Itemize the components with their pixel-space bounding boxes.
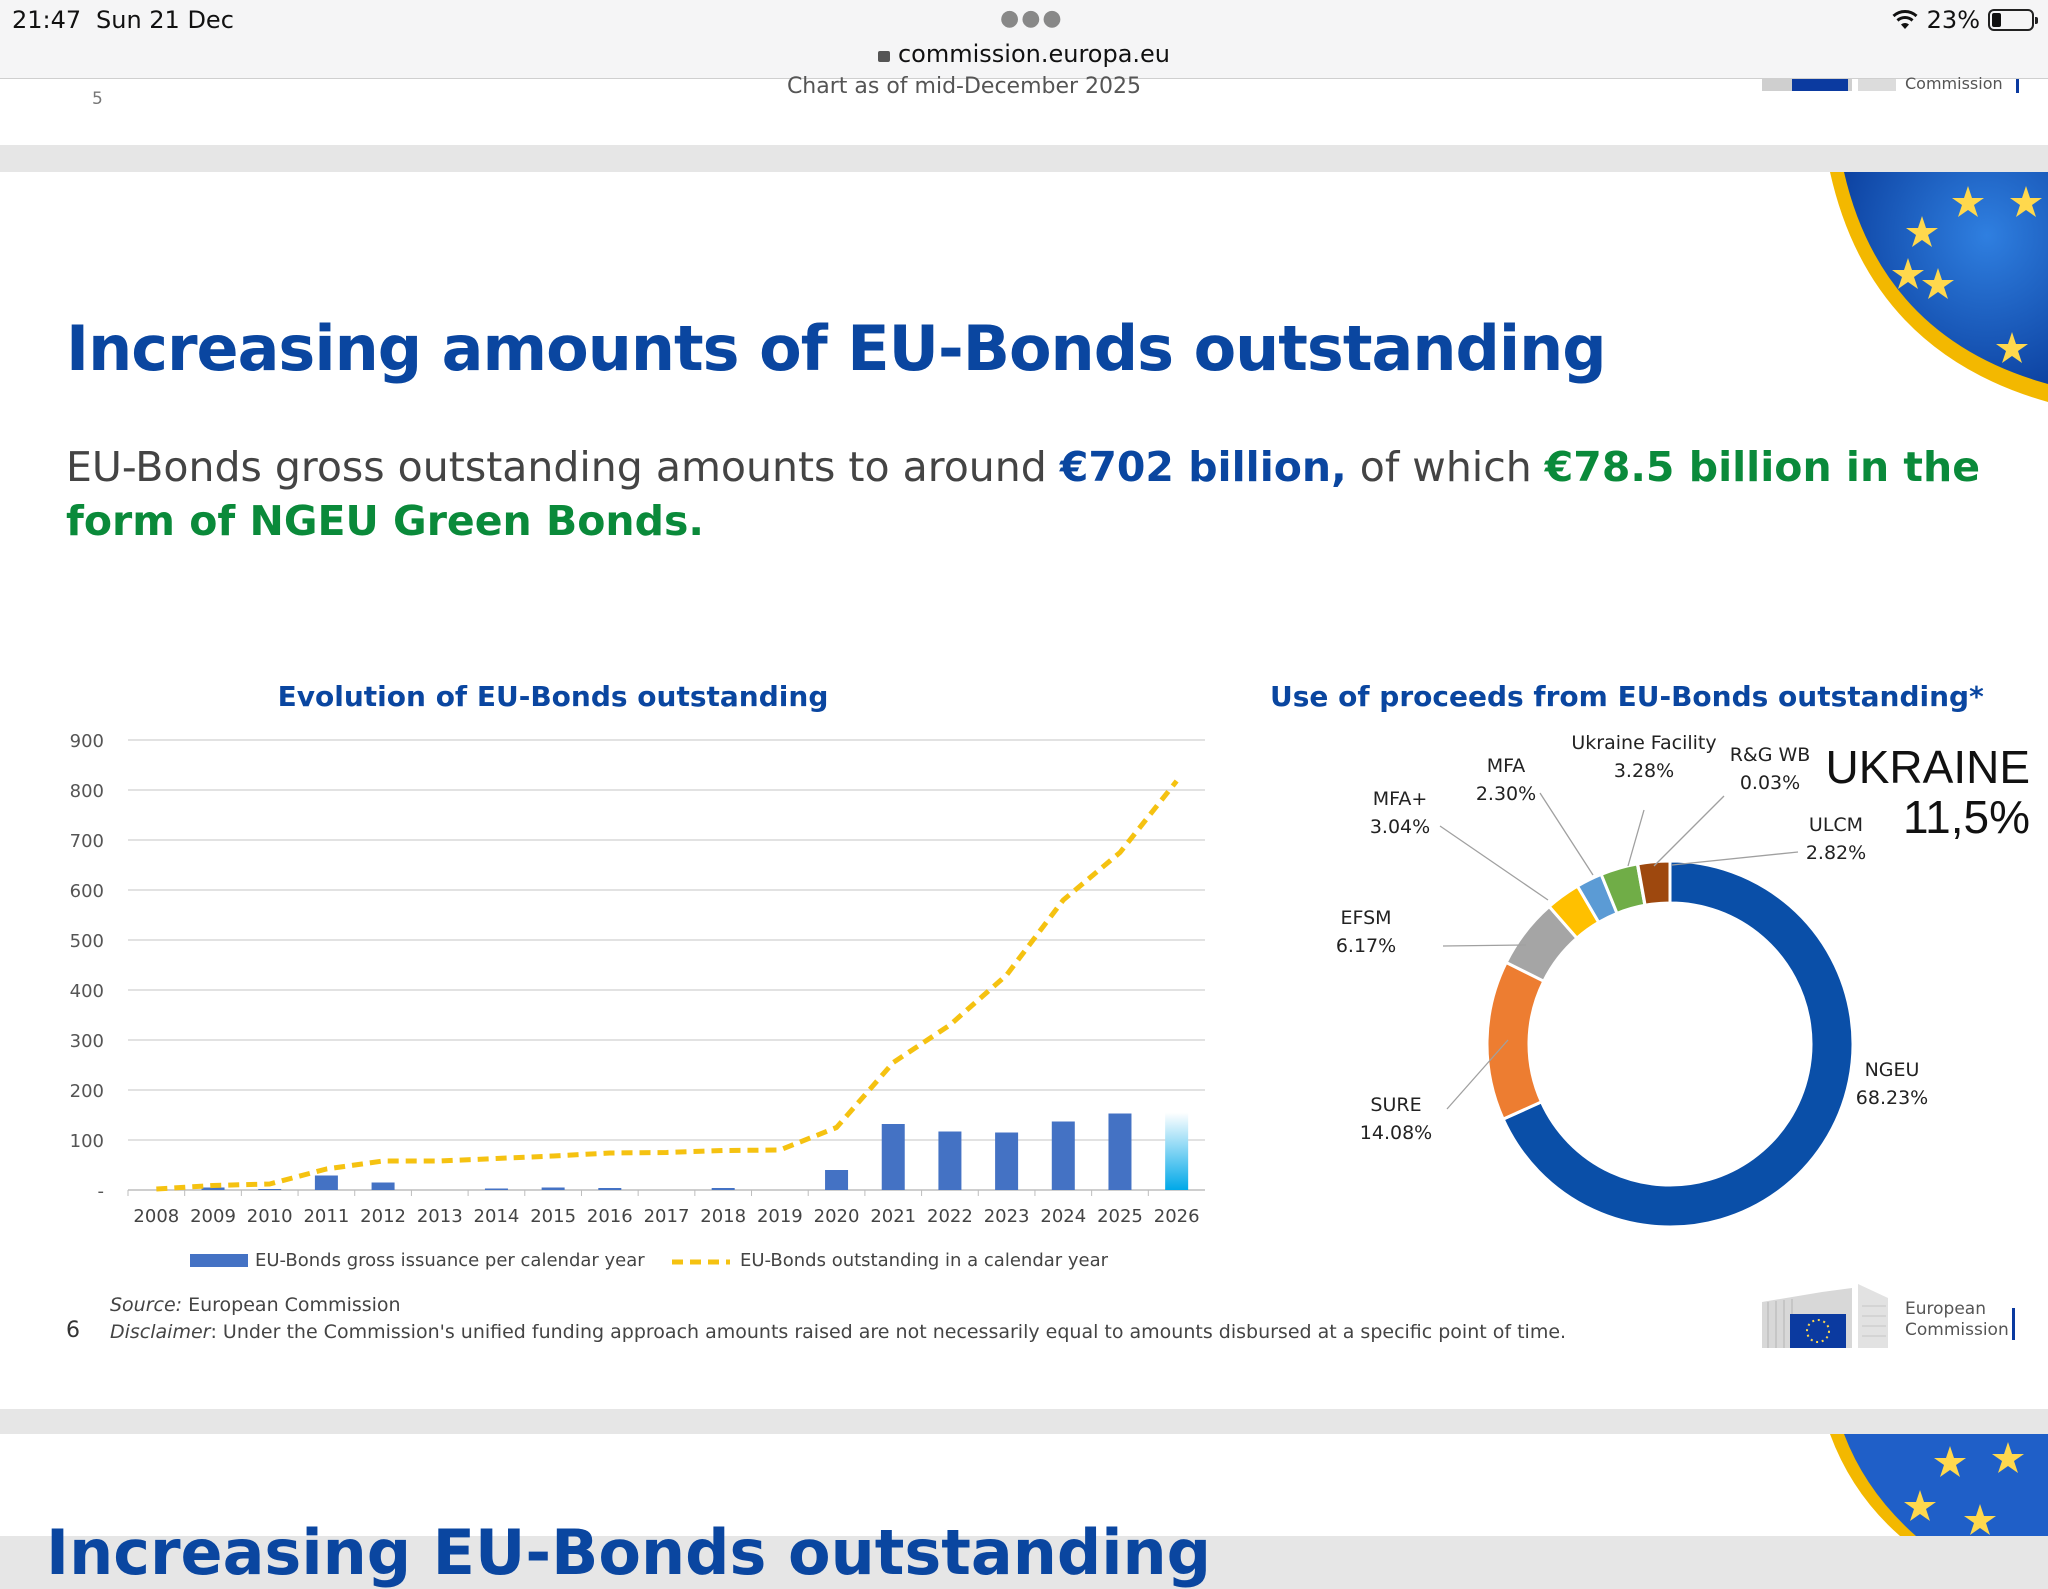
logo-line-2: Commission <box>1905 1320 2009 1340</box>
x-tick-label: 2017 <box>643 1206 690 1227</box>
x-tick-label: 2023 <box>983 1206 1030 1227</box>
y-tick-label: 700 <box>69 831 104 852</box>
battery-icon <box>1988 9 2034 31</box>
x-tick-label: 2012 <box>360 1206 406 1227</box>
wifi-icon <box>1891 9 1919 31</box>
leader-line <box>1440 826 1548 900</box>
slide-6 <box>0 172 2048 1409</box>
donut-chart-title: Use of proceeds from EU-Bonds outstanding* <box>1270 680 1984 713</box>
bar-2023 <box>995 1133 1018 1191</box>
eu-flag-decoration <box>1830 172 2048 412</box>
bar-2012 <box>372 1183 395 1191</box>
legend-bar-label: EU-Bonds gross issuance per calendar year <box>255 1250 645 1271</box>
battery-level <box>1992 13 2001 27</box>
x-tick-label: 2010 <box>246 1206 293 1227</box>
status-icons <box>1891 6 2034 34</box>
ec-logo-partial <box>1762 74 2022 93</box>
slice-label: NGEU <box>1864 1059 1920 1081</box>
outstanding-line <box>156 781 1176 1189</box>
bar-2022 <box>938 1132 961 1191</box>
slice-ulcm <box>1638 861 1670 905</box>
leader-line <box>1443 945 1526 946</box>
lock-icon <box>878 51 890 62</box>
y-tick-label: 500 <box>69 931 104 952</box>
logo-text: Commission <box>1905 74 2003 93</box>
slice-label: Ukraine Facility <box>1571 732 1717 754</box>
subtitle-text-2: of which <box>1346 443 1545 491</box>
page-number: 6 <box>66 1318 80 1343</box>
x-tick-label: 2013 <box>416 1206 463 1227</box>
bar-line-chart <box>0 712 1230 1271</box>
bar-2016 <box>598 1188 621 1190</box>
y-tick-label: 400 <box>69 981 104 1002</box>
y-tick-label: 300 <box>69 1031 104 1052</box>
address-bar[interactable] <box>0 40 2048 68</box>
annotation-line-1: UKRAINE <box>1825 741 2030 793</box>
logo-line-1: European <box>1905 1299 1986 1319</box>
battery-percent: 23% <box>1926 6 1980 34</box>
source-disclaimer <box>110 1292 1566 1346</box>
browser-status-bar <box>0 0 2048 79</box>
x-tick-label: 2018 <box>700 1206 747 1227</box>
disclaimer-label: Disclaimer <box>110 1321 211 1343</box>
bar-2015 <box>542 1188 565 1191</box>
european-commission-logo[interactable] <box>1762 1284 2022 1350</box>
bar-2011 <box>315 1176 338 1191</box>
more-dots-icon[interactable]: ●●● <box>1000 6 1064 31</box>
bar-2021 <box>882 1124 905 1190</box>
previous-slide-caption: Chart as of mid-December 2025 <box>786 74 1142 99</box>
subtitle-text-1: EU-Bonds gross outstanding amounts to around <box>66 443 1060 491</box>
x-tick-label: 2026 <box>1153 1206 1200 1227</box>
source-text: European Commission <box>182 1294 401 1316</box>
leader-line <box>1672 852 1798 865</box>
x-tick-label: 2014 <box>473 1206 520 1227</box>
bar-2024 <box>1052 1122 1075 1191</box>
bar-2018 <box>712 1188 735 1190</box>
y-tick-label: 200 <box>69 1081 104 1102</box>
slide-subtitle <box>66 440 2026 548</box>
clock: 21:47 <box>12 6 82 34</box>
legend-line-label: EU-Bonds outstanding in a calendar year <box>740 1250 1109 1271</box>
x-tick-label: 2011 <box>303 1206 350 1227</box>
logo-building-icon <box>1762 1284 1888 1348</box>
x-tick-label: 2022 <box>927 1206 973 1227</box>
y-tick-label: - <box>97 1181 104 1202</box>
x-tick-label: 2020 <box>813 1206 860 1227</box>
x-tick-label: 2021 <box>870 1206 917 1227</box>
leader-line <box>1654 796 1724 866</box>
date: Sun 21 Dec <box>96 6 234 34</box>
x-tick-label: 2015 <box>530 1206 577 1227</box>
y-tick-label: 100 <box>69 1131 104 1152</box>
slice-label: ULCM <box>1808 814 1864 836</box>
slice-percent: 3.28% <box>1613 760 1675 782</box>
slice-sure <box>1487 962 1544 1119</box>
x-tick-label: 2019 <box>756 1206 803 1227</box>
slice-percent: 2.82% <box>1805 842 1867 864</box>
bar-2020 <box>825 1170 848 1190</box>
url-text: commission.europa.eu <box>897 40 1171 68</box>
legend-bar-swatch <box>190 1254 248 1267</box>
slice-label: EFSM <box>1340 907 1392 929</box>
leader-line <box>1540 793 1593 875</box>
slice-label: R&G WB <box>1729 744 1811 766</box>
next-slide-title: Increasing EU-Bonds outstanding <box>46 1516 1212 1589</box>
x-tick-label: 2024 <box>1040 1206 1087 1227</box>
bar-2025 <box>1108 1114 1131 1191</box>
x-tick-label: 2008 <box>133 1206 180 1227</box>
slice-percent: 68.23% <box>1855 1087 1929 1109</box>
bar-chart-title: Evolution of EU-Bonds outstanding <box>277 680 829 713</box>
eu-flag-decoration-next <box>1830 1434 2048 1536</box>
slice-label: SURE <box>1370 1094 1422 1116</box>
bar-2014 <box>485 1189 508 1191</box>
subtitle-total-amount: €702 billion, <box>1059 443 1347 491</box>
x-tick-label: 2025 <box>1097 1206 1143 1227</box>
x-tick-label: 2009 <box>190 1206 236 1227</box>
ukraine-annotation <box>1780 742 2030 842</box>
y-tick-label: 600 <box>69 881 104 902</box>
previous-slide <box>0 74 2048 145</box>
y-tick-label: 800 <box>69 781 104 802</box>
slice-label: MFA <box>1486 755 1526 777</box>
slice-percent: 2.30% <box>1475 783 1537 805</box>
previous-page-number: 5 <box>92 89 103 109</box>
source-label: Source: <box>110 1294 183 1316</box>
slice-percent: 6.17% <box>1335 935 1397 957</box>
disclaimer-text: : Under the Commission's unified funding approach amounts raised are not necessarily equal to amounts disbursed at a specific point of time. <box>210 1321 1567 1343</box>
leader-line <box>1628 810 1644 866</box>
bar-2010 <box>258 1189 281 1190</box>
x-tick-label: 2016 <box>586 1206 633 1227</box>
bar-2026 <box>1165 1113 1188 1191</box>
slice-percent: 0.03% <box>1739 772 1801 794</box>
slide-title: Increasing amounts of EU-Bonds outstanding <box>66 312 1606 385</box>
y-tick-label: 900 <box>69 731 104 752</box>
slice-percent: 14.08% <box>1359 1122 1433 1144</box>
annotation-line-2: 11,5% <box>1902 791 2030 843</box>
slice-label: MFA+ <box>1372 788 1428 810</box>
next-slide <box>0 1434 2048 1589</box>
subtitle-green-amount: €78.5 billion in the form of NGEU Green Bonds. <box>66 443 1981 545</box>
slice-percent: 3.04% <box>1369 816 1431 838</box>
